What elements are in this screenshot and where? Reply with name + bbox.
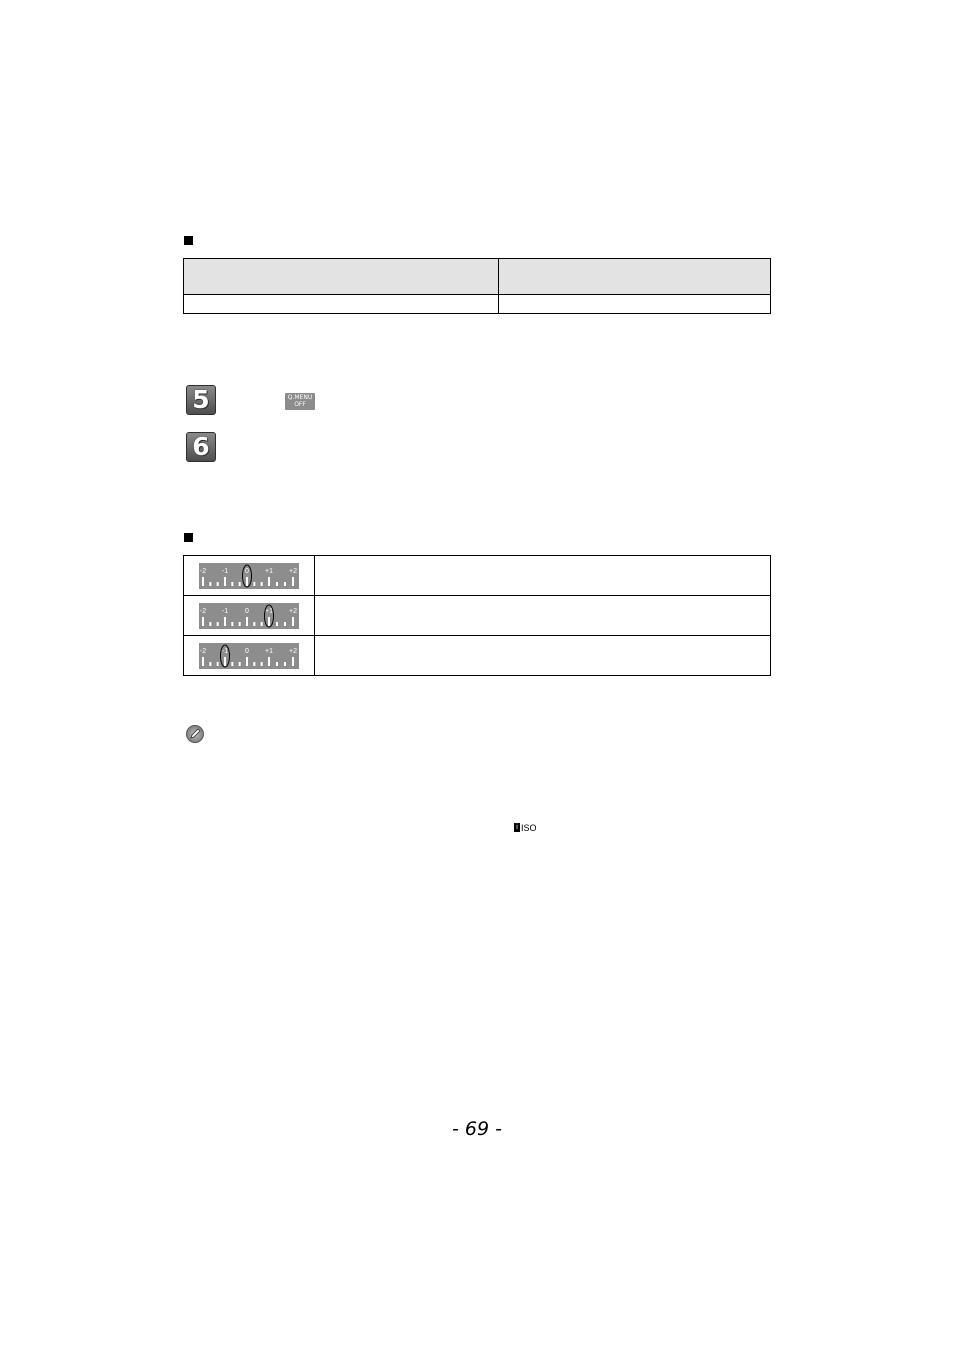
table-row [184, 636, 771, 676]
scale-minor-tick [217, 582, 219, 586]
scale-label: +2 [289, 647, 297, 655]
scale-major-tick [292, 617, 294, 626]
note-pencil-icon [186, 725, 204, 743]
scale-label: -2 [199, 567, 207, 575]
scale-label: -2 [199, 607, 207, 615]
scale-label: +2 [289, 567, 297, 575]
scale-minor-tick [209, 662, 211, 666]
scale-major-tick [246, 657, 248, 666]
scale-minor-tick [209, 622, 211, 626]
scale-cell [184, 596, 315, 636]
scale-minor-tick [261, 622, 263, 626]
scale-minor-tick [239, 662, 241, 666]
scale-major-tick [224, 657, 226, 666]
scale-minor-tick [253, 582, 255, 586]
scale-label: +1 [265, 647, 273, 655]
exposure-scale-icon [199, 563, 299, 589]
off-label: OFF [294, 401, 306, 408]
scale-label: 0 [245, 607, 249, 615]
scale-major-tick [224, 617, 226, 626]
scale-minor-tick [253, 622, 255, 626]
scale-major-tick [202, 657, 204, 666]
intelligent-iso-icon [514, 823, 537, 834]
step-6-icon: 6 [186, 432, 216, 462]
scale-minor-tick [231, 582, 233, 586]
scale-minor-tick [261, 662, 263, 666]
scale-minor-tick [276, 622, 278, 626]
header-cell-2 [499, 259, 771, 295]
scale-minor-tick [231, 622, 233, 626]
qmenu-label: Q.MENU [287, 394, 313, 401]
scale-major-tick [246, 577, 248, 586]
exposure-scale-icon [199, 643, 299, 669]
scale-major-tick [292, 577, 294, 586]
scale-label: 0 [245, 647, 249, 655]
scale-minor-tick [209, 582, 211, 586]
scale-label: +1 [265, 567, 273, 575]
iso-text: ISO [521, 823, 537, 833]
scale-major-tick [246, 617, 248, 626]
settings-table [183, 258, 771, 314]
scale-label: -1 [221, 567, 229, 575]
scale-minor-tick [261, 582, 263, 586]
scale-label: 0 [245, 567, 249, 575]
scale-label: +2 [289, 607, 297, 615]
table-row [184, 596, 771, 636]
table-cell [315, 636, 771, 676]
page-number: - 69 - [452, 1118, 502, 1140]
table-row [184, 295, 771, 314]
scale-minor-tick [217, 622, 219, 626]
iso-badge: i [514, 823, 520, 832]
scale-major-tick [292, 657, 294, 666]
scale-minor-tick [276, 582, 278, 586]
exposure-scale-table [183, 555, 771, 676]
scale-minor-tick [239, 622, 241, 626]
scale-label: -1 [221, 647, 229, 655]
scale-label: +1 [265, 607, 273, 615]
section-bullet [184, 236, 193, 245]
exposure-scale-icon [199, 603, 299, 629]
scale-minor-tick [231, 662, 233, 666]
scale-major-tick [202, 617, 204, 626]
step-5-icon: 5 [186, 385, 216, 415]
scale-minor-tick [253, 662, 255, 666]
table-header-row [184, 259, 771, 295]
scale-minor-tick [284, 622, 286, 626]
scale-minor-tick [284, 582, 286, 586]
scale-label: -2 [199, 647, 207, 655]
scale-minor-tick [284, 662, 286, 666]
table-cell [315, 556, 771, 596]
qmenu-off-button-icon [285, 393, 315, 410]
table-cell [184, 295, 499, 314]
pencil-icon [187, 726, 203, 742]
table-cell [315, 596, 771, 636]
table-row [184, 556, 771, 596]
table-cell [499, 295, 771, 314]
scale-major-tick [202, 577, 204, 586]
scale-cell [184, 636, 315, 676]
scale-major-tick [268, 617, 270, 626]
scale-major-tick [268, 577, 270, 586]
section-bullet [184, 533, 193, 542]
scale-minor-tick [239, 582, 241, 586]
scale-label: -1 [221, 607, 229, 615]
header-cell-1 [184, 259, 499, 295]
scale-major-tick [268, 657, 270, 666]
scale-major-tick [224, 577, 226, 586]
scale-cell [184, 556, 315, 596]
scale-minor-tick [276, 662, 278, 666]
scale-minor-tick [217, 662, 219, 666]
